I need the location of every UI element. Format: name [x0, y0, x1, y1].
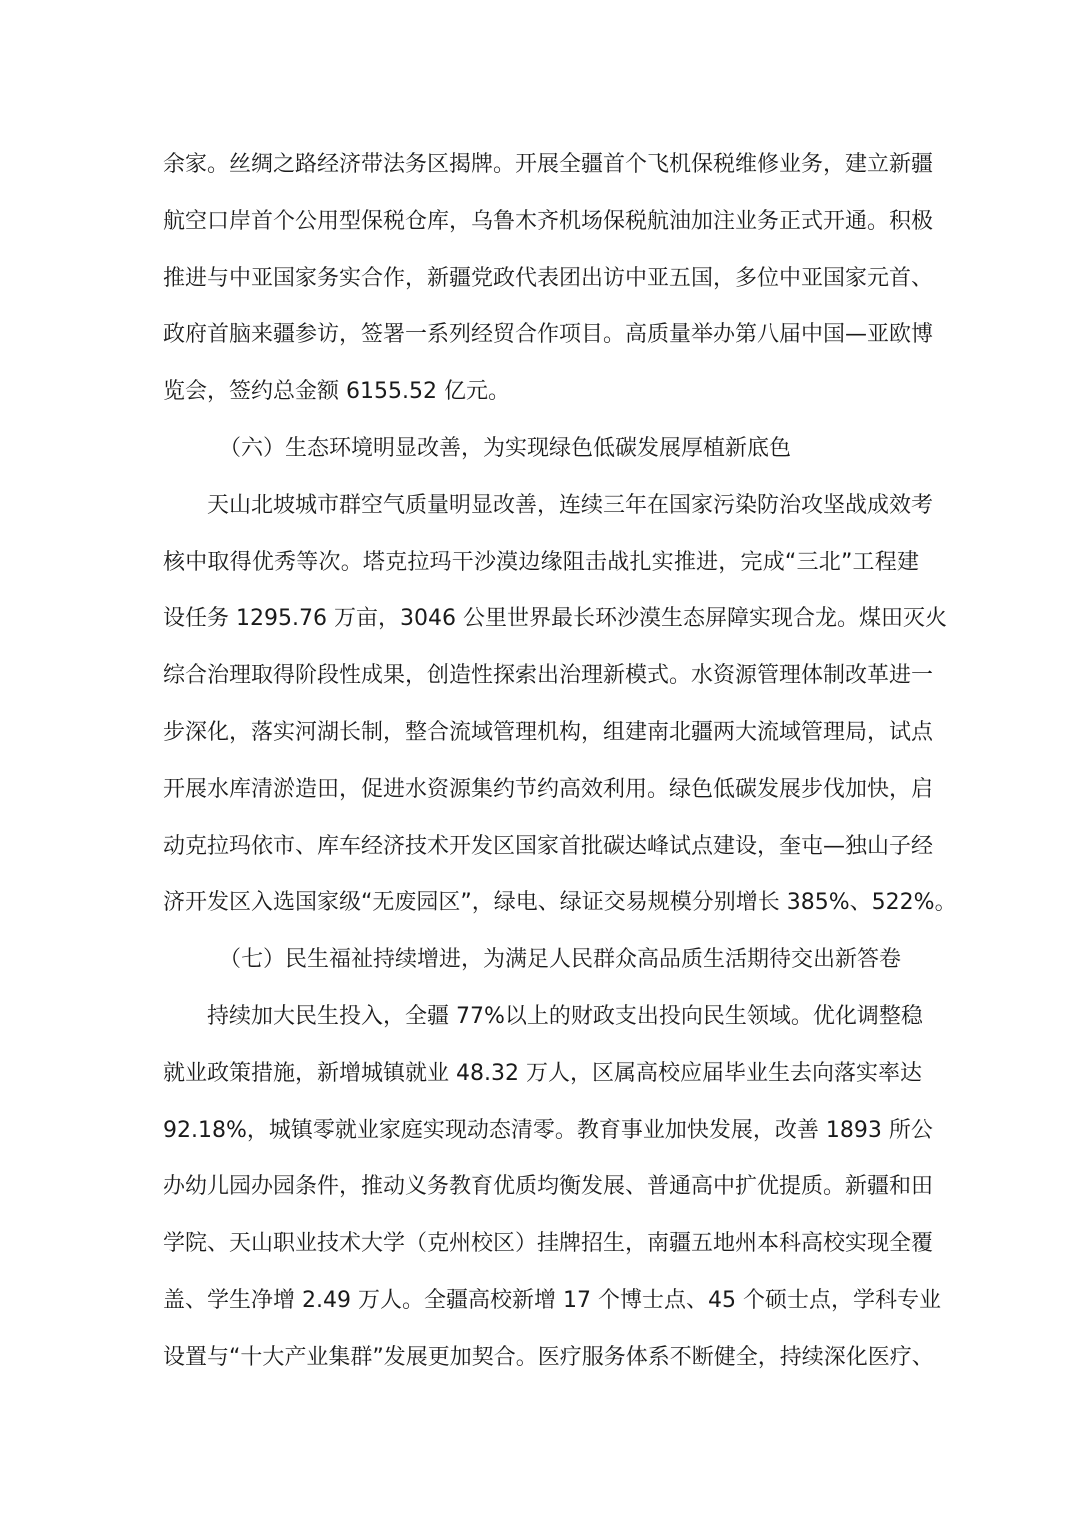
text-line-2: 航空口岸首个公用型保税仓库，乌鲁木齐机场保税航油加注业务正式开通。积极 — [163, 208, 934, 234]
text-line-18: 92.18%，城镇零就业家庭实现动态清零。教育事业加快发展，改善 1893 所公 — [163, 1117, 933, 1143]
text-line-21: 盖、学生净增 2.49 万人。全疆高校新增 17 个博士点、45 个硕士点，学科专业 — [163, 1287, 941, 1313]
text-line-5: 览会，签约总金额 6155.52 亿元。 — [163, 379, 510, 405]
text-line-3: 推进与中亚国家务实合作，新疆党政代表团出访中亚五国，多位中亚国家元首、 — [163, 265, 934, 291]
text-line-13: 动克拉玛依市、库车经济技术开发区国家首批碳达峰试点建设，奎屯—独山子经 — [163, 833, 934, 859]
text-line-20: 学院、天山职业技术大学（克州校区）挂牌招生，南疆五地州本科高校实现全覆 — [163, 1231, 934, 1257]
text-line-8: 核中取得优秀等次。塔克拉玛干沙漠边缘阻击战扎实推进，完成“三北”工程建 — [163, 549, 919, 575]
text-line-16: 持续加大民生投入，全疆 77%以上的财政支出投向民生领域。优化调整稳 — [207, 1003, 923, 1029]
text-line-7: 天山北坡城市群空气质量明显改善，连续三年在国家污染防治攻坚战成效考 — [207, 492, 934, 518]
text-line-1: 余家。丝绸之路经济带法务区揭牌。开展全疆首个飞机保税维修业务，建立新疆 — [163, 152, 934, 177]
section-heading-7: （七）民生福祉持续增进，为满足人民群众高品质生活期待交出新答卷 — [219, 947, 902, 973]
text-line-4: 政府首脑来疆参访，签署一系列经贸合作项目。高质量举办第八届中国—亚欧博 — [163, 322, 934, 348]
text-line-12: 开展水库清淤造田，促进水资源集约节约高效利用。绿色低碳发展步伐加快，启 — [163, 776, 934, 802]
text-line-17: 就业政策措施，新增城镇就业 48.32 万人，区属高校应届毕业生去向落实率达 — [163, 1060, 922, 1086]
text-line-19: 办幼儿园办园条件，推动义务教育优质均衡发展、普通高中扩优提质。新疆和田 — [163, 1174, 934, 1200]
text-line-11: 步深化，落实河湖长制，整合流域管理机构，组建南北疆两大流域管理局，试点 — [163, 719, 934, 745]
text-line-22: 设置与“十大产业集群”发展更加契合。医疗服务体系不断健全，持续深化医疗、 — [163, 1344, 934, 1370]
text-line-10: 综合治理取得阶段性成果，创造性探索出治理新模式。水资源管理体制改革进一 — [163, 663, 934, 689]
text-line-9: 设任务 1295.76 万亩，3046 公里世界最长环沙漠生态屏障实现合龙。煤田灭火 — [163, 606, 947, 632]
section-heading-6: （六）生态环境明显改善，为实现绿色低碳发展厚植新底色 — [219, 435, 792, 461]
text-line-14: 济开发区入选国家级“无废园区”，绿电、绿证交易规模分别增长 385%、522%。 — [163, 890, 957, 916]
document-body — [163, 137, 957, 1387]
